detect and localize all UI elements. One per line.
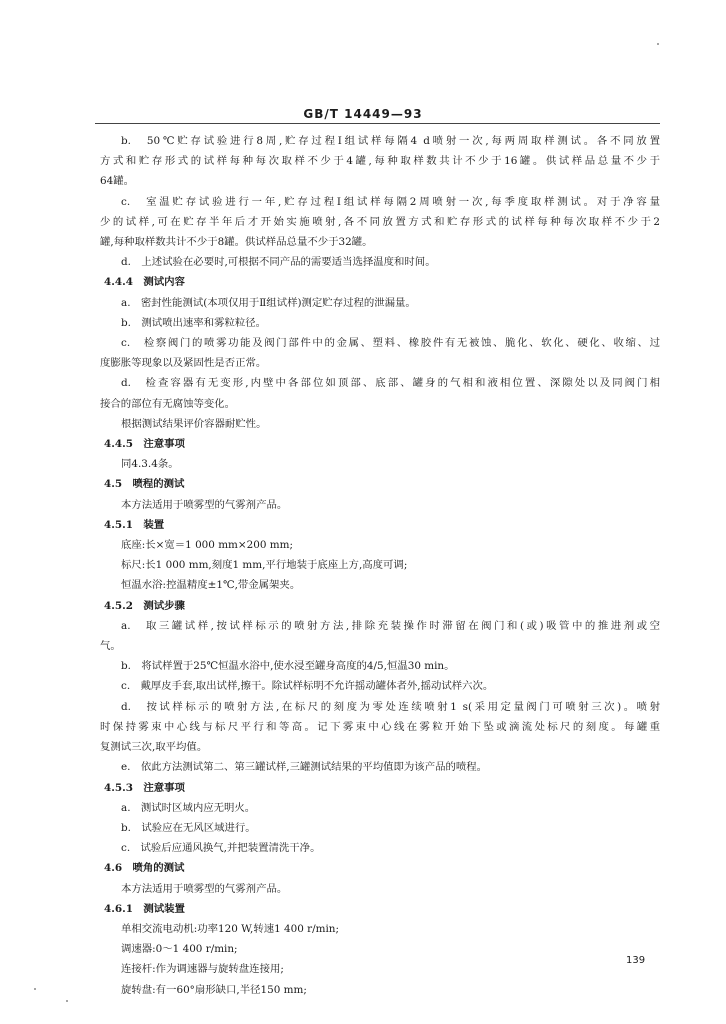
paragraph-line: b. 50℃贮存试验进行8周,贮存过程Ⅰ组试样每隔4 d喷射一次,每两周取样测试。各不同放置 (121, 135, 660, 147)
paragraph-line: 标尺:长1 000 mm,刻度1 mm,平行地装于底座上方,高度可调; (121, 559, 408, 572)
section-heading: 4.5.2 测试步骤 (104, 599, 185, 612)
section-heading: 4.4.4 测试内容 (104, 276, 185, 289)
paragraph-line: 旋转盘:有一60°扇形缺口,半径150 mm; (121, 983, 307, 996)
page-number: 139 (626, 955, 646, 966)
paragraph-line: 方式和贮存形式的试样每种每次取样不少于4罐,每种取样数共计不少于16罐。供试样品总量不少于 (100, 155, 660, 168)
paragraph-line: 时保持雾束中心线与标尺平行和等高。记下雾束中心线在雾粒开始下坠或滴流处标尺的刻度。每罐重 (100, 720, 660, 733)
paragraph-line: 度膨胀等现象以及紧固性是否正常。 (100, 357, 267, 370)
paragraph-line: a. 密封性能测试(本项仅用于Ⅱ组试样)测定贮存过程的泄漏量。 (121, 296, 416, 309)
paragraph-line: b. 试验应在无风区域进行。 (121, 821, 256, 834)
paragraph-line: 本方法适用于喷雾型的气雾剂产品。 (121, 498, 288, 511)
page-header: GB/T 14449—93 (303, 107, 423, 121)
section-heading: 4.5 喷程的测试 (104, 478, 185, 491)
paragraph-line: 少的试样,可在贮存半年后才开始实施喷射,各不同放置方式和贮存形式的试样每种每次取样不少于2 (100, 215, 660, 228)
paragraph-line: c. 试验后应通风换气,并把装置清洗干净。 (121, 842, 321, 855)
paragraph-line: d. 检查容器有无变形,内壁中各部位如顶部、底部、罐身的气相和液相位置、深隙处以及同阀门相 (121, 377, 660, 390)
paragraph-line: d. 按试样标示的喷射方法,在标尺的刻度为零处连续喷射1 s(采用定量阀门可喷射三次)。喷射 (121, 700, 660, 713)
paragraph-line: c. 室温贮存试验进行一年,贮存过程Ⅰ组试样每隔2周喷射一次,每季度取样测试。对于净容量 (121, 195, 660, 208)
document-body (100, 131, 660, 1000)
paragraph-line: 复测试三次,取平均值。 (100, 741, 208, 754)
paragraph-line: 单相交流电动机:功率120 W,转速1 400 r/min; (121, 922, 339, 935)
section-heading: 4.4.5 注意事项 (104, 438, 185, 451)
section-heading: 4.6.1 测试装置 (104, 902, 185, 915)
paragraph-line: b. 将试样置于25℃恒温水浴中,使水浸至罐身高度的4/5,恒温30 min。 (121, 660, 455, 673)
paragraph-line: a. 取三罐试样,按试样标示的喷射方法,排除充装操作时滞留在阀门和(或)吸管中的推进剂或空 (121, 619, 660, 632)
paragraph-line: e. 依此方法测试第二、第三罐试样,三罐测试结果的平均值即为该产品的喷程。 (121, 761, 488, 774)
paragraph-line: 64罐。 (100, 175, 135, 188)
paragraph-line: 罐,每种取样数共计不少于8罐。供试样品总量不少于32罐。 (100, 236, 373, 249)
scan-speck (34, 988, 36, 990)
paragraph-line: a. 测试时区域内应无明火。 (121, 801, 256, 814)
paragraph-line: 根据测试结果评价容器耐贮性。 (121, 417, 267, 430)
paragraph-line: 调速器:0～1 400 r/min; (121, 943, 238, 956)
paragraph-line: 本方法适用于喷雾型的气雾剂产品。 (121, 882, 288, 895)
paragraph-line: c. 戴厚皮手套,取出试样,擦干。除试样标明不允许摇动罐体者外,摇动试样六次。 (121, 680, 494, 693)
paragraph-line: b. 测试喷出速率和雾粒粒径。 (121, 316, 267, 329)
paragraph-line: 恒温水浴:控温精度±1℃,带金属架夹。 (121, 579, 301, 592)
paragraph-line: 底座:长×宽＝1 000 mm×200 mm; (121, 539, 293, 552)
paragraph-line: 连接杆:作为调速器与旋转盘连接用; (121, 963, 284, 976)
header-rule (95, 123, 660, 124)
paragraph-line: 气。 (100, 640, 121, 653)
paragraph-line: 接合的部位有无腐蚀等变化。 (100, 397, 236, 410)
paragraph-line: c. 检察阀门的喷雾功能及阀门部件中的金属、塑料、橡胶件有无被蚀、脆化、软化、硬化、收缩、过 (121, 337, 660, 350)
scan-speck (66, 1000, 68, 1002)
section-heading: 4.6 喷角的测试 (104, 862, 185, 875)
section-heading: 4.5.1 装置 (104, 518, 165, 531)
section-heading: 4.5.3 注意事项 (104, 781, 185, 794)
scan-speck (657, 43, 659, 45)
paragraph-line: d. 上述试验在必要时,可根据不同产品的需要适当选择温度和时间。 (121, 256, 436, 269)
paragraph-line: 同4.3.4条。 (121, 458, 179, 471)
